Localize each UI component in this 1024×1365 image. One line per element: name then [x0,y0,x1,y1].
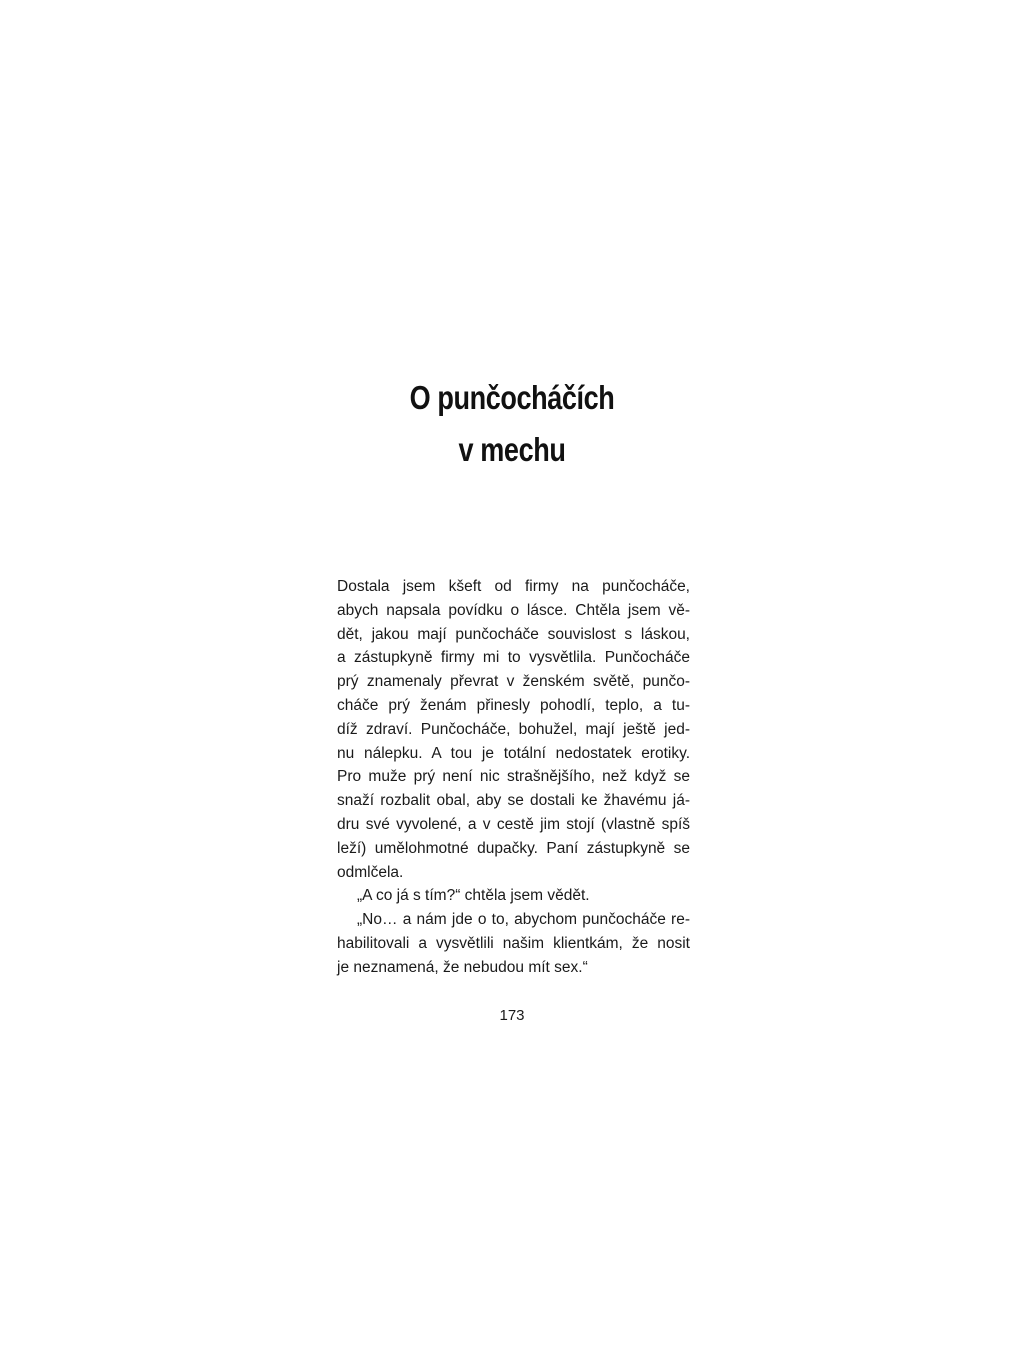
chapter-title [92,372,932,476]
text-line: prý znamenaly převrat v ženském světě, punčo- [337,673,690,691]
text-line: a zástupkyně firmy mi to vysvětlila. Punčocháče [337,649,690,667]
text-line: díž zdraví. Punčocháče, bohužel, mají ještě jed- [337,720,690,738]
chapter-title-line-2: v mechu [458,431,566,468]
text-line: odmlčela. [337,863,404,881]
text-line: Dostala jsem kšeft od firmy na punčocháče, [337,578,690,595]
text-line: cháče prý ženám přinesly pohodlí, teplo, a tu- [337,696,690,714]
text-line: dru své vyvolené, a v cestě jim stojí (vlastně spíš [337,815,690,833]
dialogue-line: „A co já s tím?“ chtěla jsem vědět. [357,887,590,905]
page-number: 173 [499,1007,525,1024]
text-line: abych napsala povídku o lásce. Chtěla jsem vě- [337,601,690,619]
text-line: Pro muže prý není nic strašnějšího, než když se [337,768,690,786]
text-line: leží) umělohmotné dupačky. Paní zástupkyně se [337,839,690,857]
text-line: dět, jakou mají punčocháče souvislost s láskou, [337,625,690,643]
chapter-title-line-1: O punčocháčích [409,379,615,416]
text-line: nu nálepku. A tou je totální nedostatek erotiky. [337,744,690,762]
body-text [337,575,690,980]
text-line: je neznamená, že nebudou mít sex.“ [337,958,588,976]
text-line: habilitovali a vysvětlili našim klientkám, že nosit [337,934,690,952]
dialogue-line: „No… a nám jde o to, abychom punčocháče re- [357,911,690,929]
text-line: snaží rozbalit obal, aby se dostali ke žhavému já- [337,792,690,810]
